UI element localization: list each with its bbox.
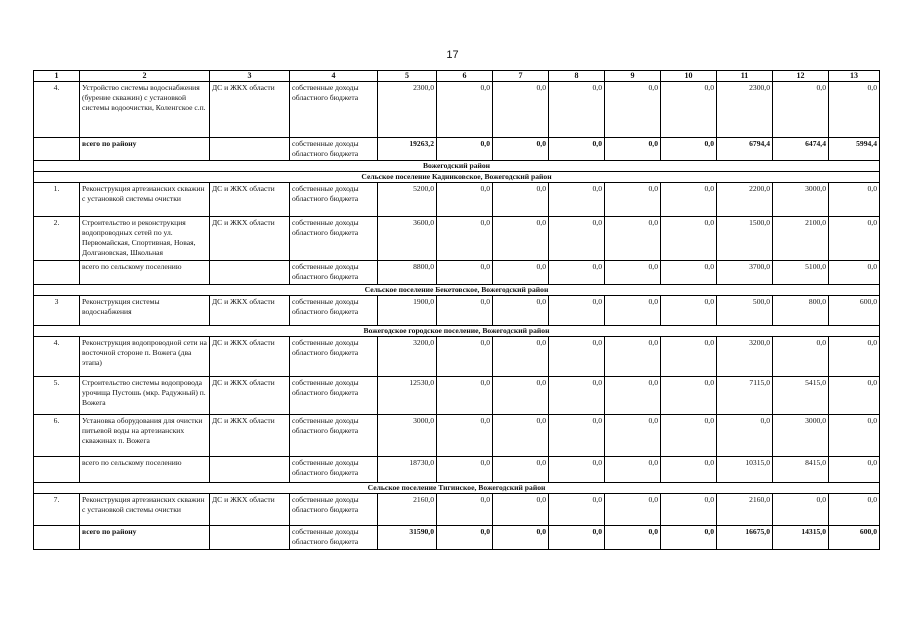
table-row <box>34 183 880 217</box>
section-heading-row <box>34 483 880 494</box>
section-heading: Вожегодское городское поселение, Вожегодский район <box>34 326 880 337</box>
year-amount: 0,0 <box>493 526 549 550</box>
year-amount: 2100,0 <box>773 217 829 261</box>
year-amount: 0,0 <box>437 457 493 483</box>
year-amount: 0,0 <box>549 217 605 261</box>
column-header: 8 <box>549 71 605 82</box>
item-name: Строительство и реконструкция водопроводных сетей по ул. Первомайская, Спортивная, Новая, Долгановская, Школьная <box>80 217 210 261</box>
total-row <box>34 526 880 550</box>
row-number <box>34 261 80 285</box>
year-amount: 1500,0 <box>717 217 773 261</box>
row-number: 7. <box>34 494 80 526</box>
year-amount: 14315,0 <box>773 526 829 550</box>
item-name: Реконструкция системы водоснабжения <box>80 296 210 326</box>
total-amount: 31590,0 <box>378 526 437 550</box>
year-amount: 0,0 <box>829 415 880 457</box>
item-name: Реконструкция артезианских скважин с установкой системы очистки <box>80 494 210 526</box>
year-amount: 0,0 <box>661 217 717 261</box>
total-amount: 1900,0 <box>378 296 437 326</box>
year-amount: 0,0 <box>493 217 549 261</box>
column-header: 6 <box>437 71 493 82</box>
year-amount: 0,0 <box>493 494 549 526</box>
year-amount: 0,0 <box>493 82 549 138</box>
executor: ДС и ЖКХ области <box>210 183 290 217</box>
column-header: 1 <box>34 71 80 82</box>
year-amount: 0,0 <box>605 217 661 261</box>
year-amount: 0,0 <box>829 82 880 138</box>
total-amount: 2300,0 <box>378 82 437 138</box>
year-amount: 0,0 <box>605 526 661 550</box>
funding-source: собственные доходы областного бюджета <box>290 217 378 261</box>
item-name: всего по сельскому поселению <box>80 261 210 285</box>
year-amount: 0,0 <box>437 494 493 526</box>
year-amount: 0,0 <box>605 183 661 217</box>
funding-source: собственные доходы областного бюджета <box>290 296 378 326</box>
section-heading-row <box>34 161 880 172</box>
funding-source: собственные доходы областного бюджета <box>290 415 378 457</box>
year-amount: 6474,4 <box>773 138 829 161</box>
total-amount: 2160,0 <box>378 494 437 526</box>
executor: ДС и ЖКХ области <box>210 337 290 377</box>
year-amount: 0,0 <box>549 494 605 526</box>
year-amount: 0,0 <box>549 82 605 138</box>
funding-source: собственные доходы областного бюджета <box>290 138 378 161</box>
row-number: 4. <box>34 337 80 377</box>
executor: ДС и ЖКХ области <box>210 377 290 415</box>
funding-source: собственные доходы областного бюджета <box>290 337 378 377</box>
funding-source: собственные доходы областного бюджета <box>290 457 378 483</box>
table-row <box>34 457 880 483</box>
item-name: Строительство системы водопровода урочища Пустошь (мкр. Радужный) п. Вожега <box>80 377 210 415</box>
year-amount: 0,0 <box>605 377 661 415</box>
year-amount: 0,0 <box>829 337 880 377</box>
executor <box>210 526 290 550</box>
year-amount: 3700,0 <box>717 261 773 285</box>
executor <box>210 138 290 161</box>
funding-source: собственные доходы областного бюджета <box>290 261 378 285</box>
year-amount: 5415,0 <box>773 377 829 415</box>
year-amount: 0,0 <box>493 457 549 483</box>
funding-source: собственные доходы областного бюджета <box>290 526 378 550</box>
section-heading: Сельское поселение Бекетовское, Вожегодский район <box>34 285 880 296</box>
year-amount: 0,0 <box>437 183 493 217</box>
item-name: всего по сельскому поселению <box>80 457 210 483</box>
year-amount: 0,0 <box>661 296 717 326</box>
table-row <box>34 217 880 261</box>
row-number <box>34 526 80 550</box>
funding-source: собственные доходы областного бюджета <box>290 494 378 526</box>
year-amount: 0,0 <box>605 415 661 457</box>
year-amount: 0,0 <box>773 494 829 526</box>
row-number: 3 <box>34 296 80 326</box>
year-amount: 0,0 <box>549 526 605 550</box>
column-header: 12 <box>773 71 829 82</box>
year-amount: 3000,0 <box>773 415 829 457</box>
section-heading: Сельское поселение Тигинское, Вожегодский район <box>34 483 880 494</box>
year-amount: 0,0 <box>661 337 717 377</box>
column-header: 4 <box>290 71 378 82</box>
year-amount: 0,0 <box>437 337 493 377</box>
year-amount: 0,0 <box>549 415 605 457</box>
executor: ДС и ЖКХ области <box>210 415 290 457</box>
year-amount: 0,0 <box>549 261 605 285</box>
year-amount: 0,0 <box>605 138 661 161</box>
item-name: Реконструкция водопроводной сети на восточной стороне п. Вожега (два этапа) <box>80 337 210 377</box>
row-number: 2. <box>34 217 80 261</box>
item-name: Реконструкция артезианских скважин с установкой системы очистки <box>80 183 210 217</box>
year-amount: 10315,0 <box>717 457 773 483</box>
year-amount: 0,0 <box>661 377 717 415</box>
header-row <box>34 71 880 82</box>
year-amount: 0,0 <box>661 494 717 526</box>
year-amount: 7115,0 <box>717 377 773 415</box>
column-header: 13 <box>829 71 880 82</box>
year-amount: 0,0 <box>829 494 880 526</box>
year-amount: 3200,0 <box>717 337 773 377</box>
item-name: Устройство системы водоснабжения (бурение скважин) с установкой системы водоочистки, Коленгское с.п. <box>80 82 210 138</box>
year-amount: 0,0 <box>549 183 605 217</box>
executor <box>210 457 290 483</box>
year-amount: 0,0 <box>549 138 605 161</box>
row-number: 5. <box>34 377 80 415</box>
column-header: 7 <box>493 71 549 82</box>
table-row <box>34 494 880 526</box>
year-amount: 0,0 <box>437 377 493 415</box>
year-amount: 0,0 <box>493 183 549 217</box>
total-amount: 3200,0 <box>378 337 437 377</box>
row-number: 6. <box>34 415 80 457</box>
year-amount: 0,0 <box>437 138 493 161</box>
funding-source: собственные доходы областного бюджета <box>290 82 378 138</box>
year-amount: 0,0 <box>829 183 880 217</box>
year-amount: 0,0 <box>661 415 717 457</box>
year-amount: 0,0 <box>493 138 549 161</box>
budget-table <box>33 70 880 550</box>
total-amount: 18730,0 <box>378 457 437 483</box>
column-header: 3 <box>210 71 290 82</box>
year-amount: 0,0 <box>437 261 493 285</box>
year-amount: 0,0 <box>605 261 661 285</box>
year-amount: 500,0 <box>717 296 773 326</box>
year-amount: 600,0 <box>829 526 880 550</box>
year-amount: 16675,0 <box>717 526 773 550</box>
year-amount: 0,0 <box>605 296 661 326</box>
executor: ДС и ЖКХ области <box>210 217 290 261</box>
item-name: Установка оборудования для очистки питьевой воды на артезианских скважинах п. Вожега <box>80 415 210 457</box>
funding-source: собственные доходы областного бюджета <box>290 377 378 415</box>
year-amount: 0,0 <box>493 337 549 377</box>
year-amount: 3000,0 <box>773 183 829 217</box>
year-amount: 2300,0 <box>717 82 773 138</box>
year-amount: 800,0 <box>773 296 829 326</box>
year-amount: 0,0 <box>605 457 661 483</box>
year-amount: 0,0 <box>437 526 493 550</box>
section-heading-row <box>34 326 880 337</box>
row-number <box>34 138 80 161</box>
year-amount: 0,0 <box>773 82 829 138</box>
section-heading: Сельское поселение Кадниковское, Вожегодский район <box>34 172 880 183</box>
section-heading-row <box>34 285 880 296</box>
year-amount: 8415,0 <box>773 457 829 483</box>
row-number: 1. <box>34 183 80 217</box>
year-amount: 0,0 <box>437 82 493 138</box>
total-amount: 5200,0 <box>378 183 437 217</box>
year-amount: 5100,0 <box>773 261 829 285</box>
total-amount: 3000,0 <box>378 415 437 457</box>
executor: ДС и ЖКХ области <box>210 494 290 526</box>
table-row <box>34 261 880 285</box>
row-number: 4. <box>34 82 80 138</box>
row-number <box>34 457 80 483</box>
total-amount: 3600,0 <box>378 217 437 261</box>
year-amount: 600,0 <box>829 296 880 326</box>
year-amount: 2160,0 <box>717 494 773 526</box>
year-amount: 0,0 <box>661 138 717 161</box>
table-row <box>34 337 880 377</box>
year-amount: 0,0 <box>829 217 880 261</box>
year-amount: 0,0 <box>717 415 773 457</box>
year-amount: 5994,4 <box>829 138 880 161</box>
year-amount: 0,0 <box>661 261 717 285</box>
year-amount: 0,0 <box>549 337 605 377</box>
item-name: всего по району <box>80 526 210 550</box>
column-header: 11 <box>717 71 773 82</box>
section-heading-row <box>34 172 880 183</box>
year-amount: 0,0 <box>493 261 549 285</box>
table-row <box>34 296 880 326</box>
year-amount: 0,0 <box>605 494 661 526</box>
total-amount: 19263,2 <box>378 138 437 161</box>
page-number: 17 <box>446 49 459 61</box>
year-amount: 0,0 <box>549 296 605 326</box>
funding-source: собственные доходы областного бюджета <box>290 183 378 217</box>
year-amount: 0,0 <box>829 457 880 483</box>
year-amount: 2200,0 <box>717 183 773 217</box>
year-amount: 0,0 <box>829 377 880 415</box>
year-amount: 0,0 <box>549 457 605 483</box>
year-amount: 0,0 <box>493 377 549 415</box>
executor: ДС и ЖКХ области <box>210 82 290 138</box>
year-amount: 0,0 <box>605 82 661 138</box>
year-amount: 0,0 <box>661 82 717 138</box>
year-amount: 0,0 <box>437 217 493 261</box>
column-header: 2 <box>80 71 210 82</box>
total-amount: 8800,0 <box>378 261 437 285</box>
year-amount: 0,0 <box>493 296 549 326</box>
table-row <box>34 377 880 415</box>
item-name: всего по району <box>80 138 210 161</box>
year-amount: 0,0 <box>493 415 549 457</box>
section-heading: Вожегодский район <box>34 161 880 172</box>
year-amount: 0,0 <box>549 377 605 415</box>
total-row <box>34 138 880 161</box>
table-row <box>34 415 880 457</box>
year-amount: 6794,4 <box>717 138 773 161</box>
year-amount: 0,0 <box>437 296 493 326</box>
column-header: 5 <box>378 71 437 82</box>
table-row <box>34 82 880 138</box>
year-amount: 0,0 <box>773 337 829 377</box>
column-header: 10 <box>661 71 717 82</box>
total-amount: 12530,0 <box>378 377 437 415</box>
year-amount: 0,0 <box>437 415 493 457</box>
executor: ДС и ЖКХ области <box>210 296 290 326</box>
executor <box>210 261 290 285</box>
column-header: 9 <box>605 71 661 82</box>
year-amount: 0,0 <box>605 337 661 377</box>
year-amount: 0,0 <box>661 526 717 550</box>
year-amount: 0,0 <box>661 183 717 217</box>
year-amount: 0,0 <box>829 261 880 285</box>
year-amount: 0,0 <box>661 457 717 483</box>
